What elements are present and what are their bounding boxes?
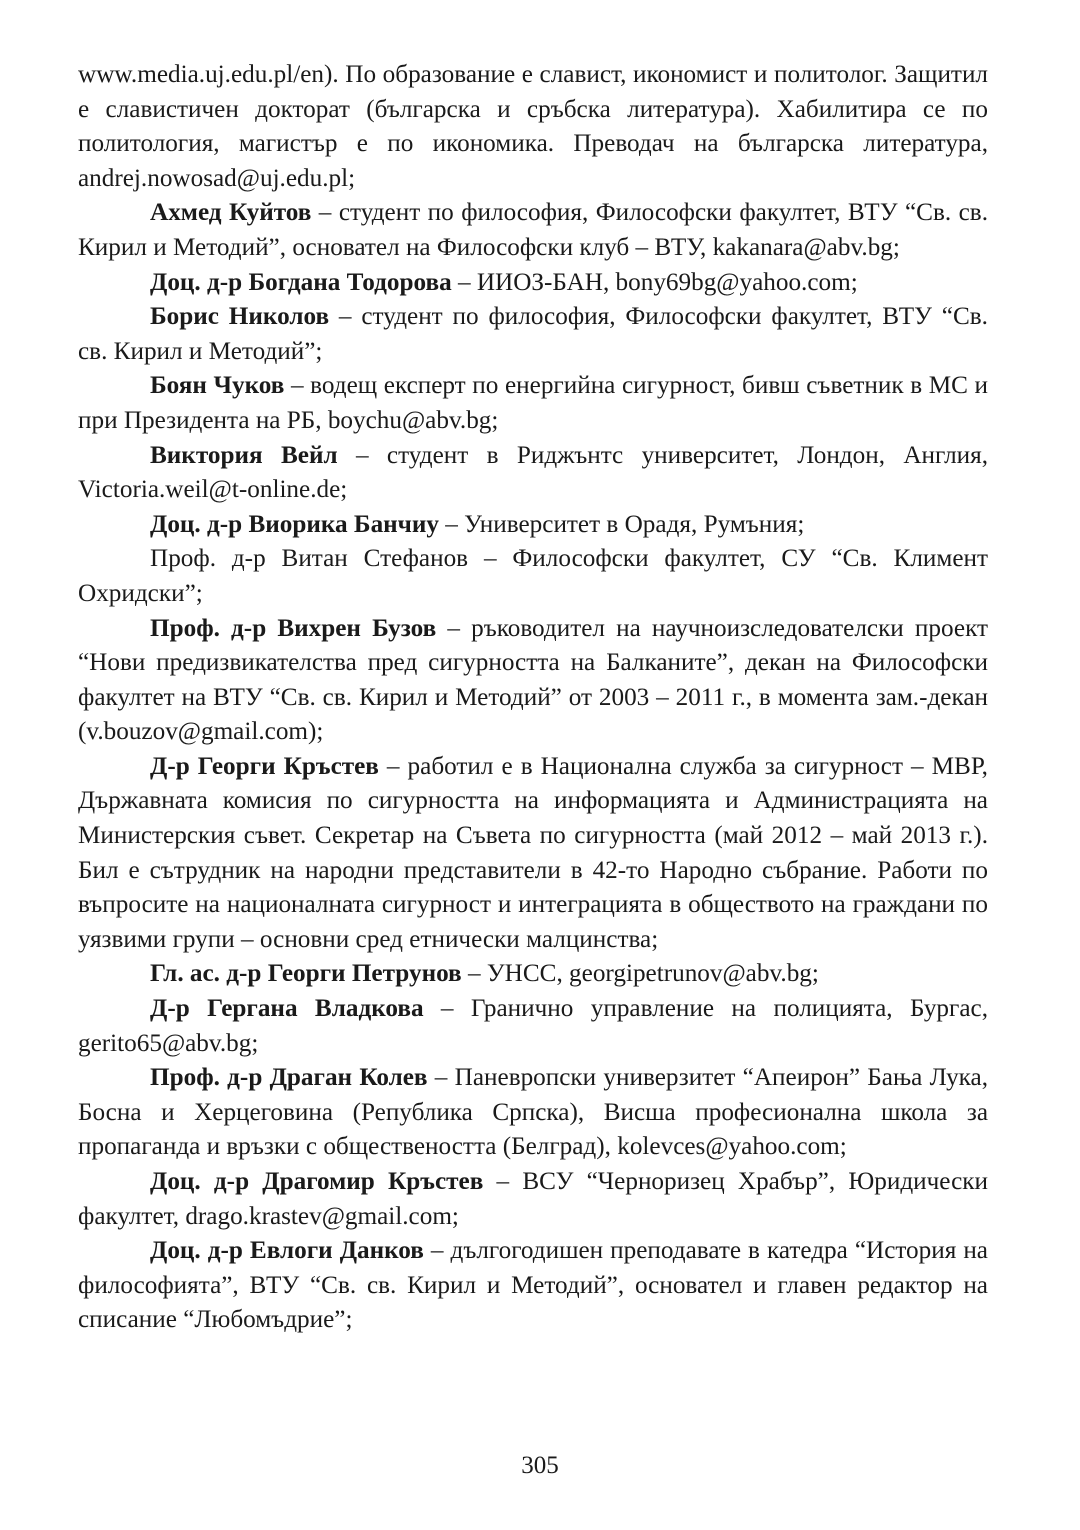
document-body [78, 58, 988, 1338]
entry-text: – студент по философия, Философски факултет, ВТУ “Св. св. Кирил и Методий”, основател на Философски клуб – ВТУ, kakanara@abv.bg; [78, 199, 988, 261]
entry-paragraph [78, 266, 988, 301]
page-number: 305 [521, 1452, 559, 1479]
entry-paragraph [78, 508, 988, 543]
entry-text: – водещ експерт по енергийна сигурност, бивш съветник в МС и при Президента на РБ, boychu@abv.bg; [78, 372, 989, 434]
entry-paragraph [78, 439, 988, 508]
entry-text: – ВСУ “Черноризец Храбър”, Юридически факултет, drago.krastev@gmail.com; [78, 1168, 988, 1230]
entry-name: Гл. ас. д-р Георги Петрунов [150, 960, 462, 988]
entry-text: – Гранично управление на полицията, Бургас, gerito65@abv.bg; [78, 995, 988, 1057]
entry-text: – студент в Риджънтс университет, Лондон, Англия, Victoria.weil@t-online.de; [78, 441, 988, 504]
entry-name: Доц. д-р Драгомир Кръстев [150, 1168, 484, 1195]
entry-name: Виктория Вейл [150, 441, 338, 469]
entry-name: Доц. д-р Виорика Банчиу [150, 510, 439, 538]
entry-paragraph [78, 542, 988, 611]
entry-name: Д-р Георги Кръстев [150, 752, 379, 780]
entry-paragraph [78, 612, 988, 750]
entry-name: Доц. д-р Богдана Тодорова [150, 268, 452, 296]
entry-text: – Паневропски универзитет “Апеирон” Бања Лука, Босна и Херцеговина (Република Српска), Висша професионална школа за пропаганда и връзки с обществеността (Белград), kolevces@yahoo.com; [78, 1064, 988, 1161]
entry-name: Д-р Гергана Владкова [150, 995, 424, 1023]
entry-text: – УНСС, georgipetrunov@abv.bg; [461, 960, 819, 988]
entry-text: – Университет в Орадя, Румъния; [438, 510, 805, 538]
entry-text: – ИИОЗ-БАН, bony69bg@yahoo.com; [451, 268, 858, 296]
entry-paragraph [78, 369, 988, 438]
entry-name: Ахмед Куйтов [150, 199, 312, 227]
entry-name: Проф. д-р Драган Колев [150, 1064, 428, 1092]
entry-paragraph [78, 1234, 988, 1338]
entry-paragraph [78, 196, 988, 265]
entry-text: – дългогодишен преподавате в катедра “История на философията”, ВТУ “Св. св. Кирил и Методий”, основател и главен редактор на списание “Любомъдрие”; [78, 1237, 988, 1334]
entry-text: Проф. д-р Витан Стефанов – Философски факултет, СУ “Св. Климент Охридски”; [78, 545, 988, 607]
entry-paragraph [78, 750, 988, 958]
entry-paragraph [78, 1061, 988, 1165]
entry-name: Доц. д-р Евлоги Данков [150, 1237, 424, 1265]
entry-text: – работил е в Национална служба за сигурност – МВР, Държавната комисия по сигурността на информацията и Администрацията на Министерския съвет. Секретар на Съвета по сигурността (май 2012 – май 2013 г.). Бил е сътрудник на народни представители в 42-то Народно събрание. Работи по въпросите на националната сигурност и интеграцията в обществото на граждани по уязвими групи – основни сред етнически малцинства; [78, 752, 988, 953]
entry-name: Борис Николов [150, 303, 330, 331]
entry-paragraph [78, 992, 988, 1061]
intro-paragraph: www.media.uj.edu.pl/en). По образование е славист, икономист и политолог. Защитил е славистичен докторат (българска и сръбска литература). Хабилитира се по политология, магистър е по икономика. Преводач на българска литература, andrej.nowosad@uj.edu.pl; [78, 61, 988, 192]
entry-text: – студент по философия, Философски факултет, ВТУ “Св. св. Кирил и Методий”; [78, 303, 988, 365]
entry-paragraph [78, 1165, 988, 1234]
entry-paragraph [78, 957, 988, 992]
entry-paragraph [78, 300, 988, 369]
entry-name: Боян Чуков [150, 372, 285, 400]
entry-name: Проф. д-р Вихрен Бузов [150, 614, 437, 642]
entry-text: – ръководител на научноизследователски проект “Нови предизвикателства пред сигурността на Балканите”, декан на Философски факултет на ВТУ “Св. св. Кирил и Методий” от 2003 – 2011 г., в момента зам.-декан (v.bouzov@gmail.com); [78, 614, 989, 746]
